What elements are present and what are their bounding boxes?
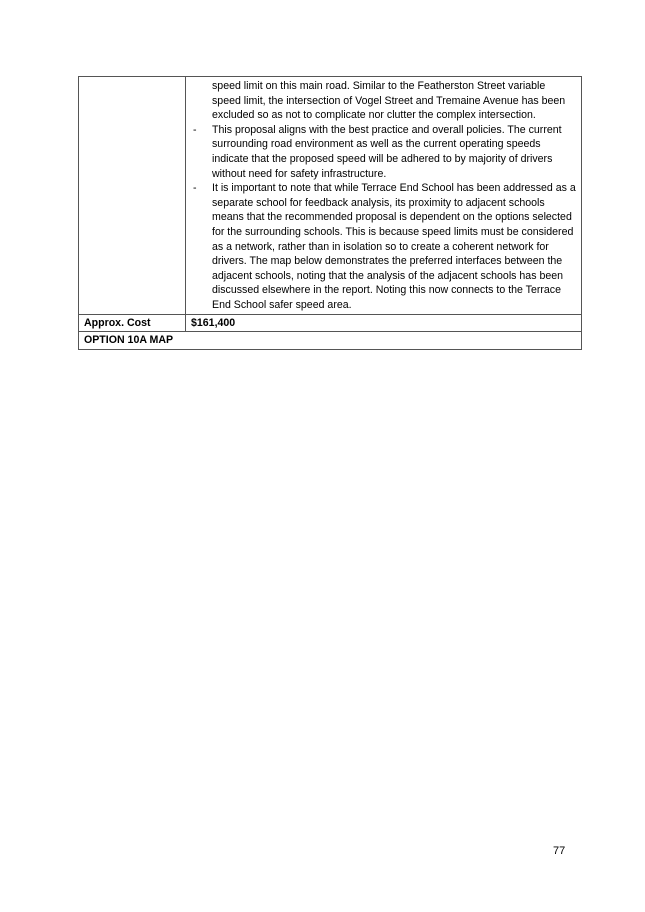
map-heading: OPTION 10A MAP <box>79 332 582 350</box>
bullet-list <box>191 123 576 313</box>
description-cell <box>186 77 582 315</box>
page-number: 77 <box>553 845 566 857</box>
bullet-dash: - <box>193 123 197 136</box>
bullet-item <box>191 181 576 312</box>
cost-value: $161,400 <box>186 314 582 332</box>
continued-paragraph: speed limit on this main road. Similar to the Featherston Street variable speed limit, the intersection of Vogel Street and Tremaine Avenue has been excluded so as not to complicate nor clutter the complex intersection. <box>212 80 566 122</box>
bullet-item <box>191 123 576 181</box>
table-row-map <box>79 332 582 350</box>
bullet-text: It is important to note that while Terrace End School has been addressed as a separate school for feedback analysis, its proximity to adjacent schools means that the recommended proposal is dependent on the options selected for the surrounding schools. This is because speed limits must be considered as a network, rather than in isolation so to create a coherent network for drivers. The map below demonstrates the preferred interfaces between the adjacent schools, noting that the analysis of the adjacent schools has been discussed elsewhere in the report. Noting this now connects to the Terrace End School safer speed area. <box>212 182 576 311</box>
option-details-table <box>78 76 582 350</box>
cost-label: Approx. Cost <box>79 314 186 332</box>
empty-label-cell <box>79 77 186 315</box>
table-row-cost <box>79 314 582 332</box>
table-row-description <box>79 77 582 315</box>
bullet-dash: - <box>193 182 197 195</box>
bullet-text: This proposal aligns with the best practice and overall policies. The current surrounding road environment as well as the current operating speeds indicate that the proposed speed will be adhered to by majority of drivers without need for safety infrastructure. <box>212 123 562 180</box>
